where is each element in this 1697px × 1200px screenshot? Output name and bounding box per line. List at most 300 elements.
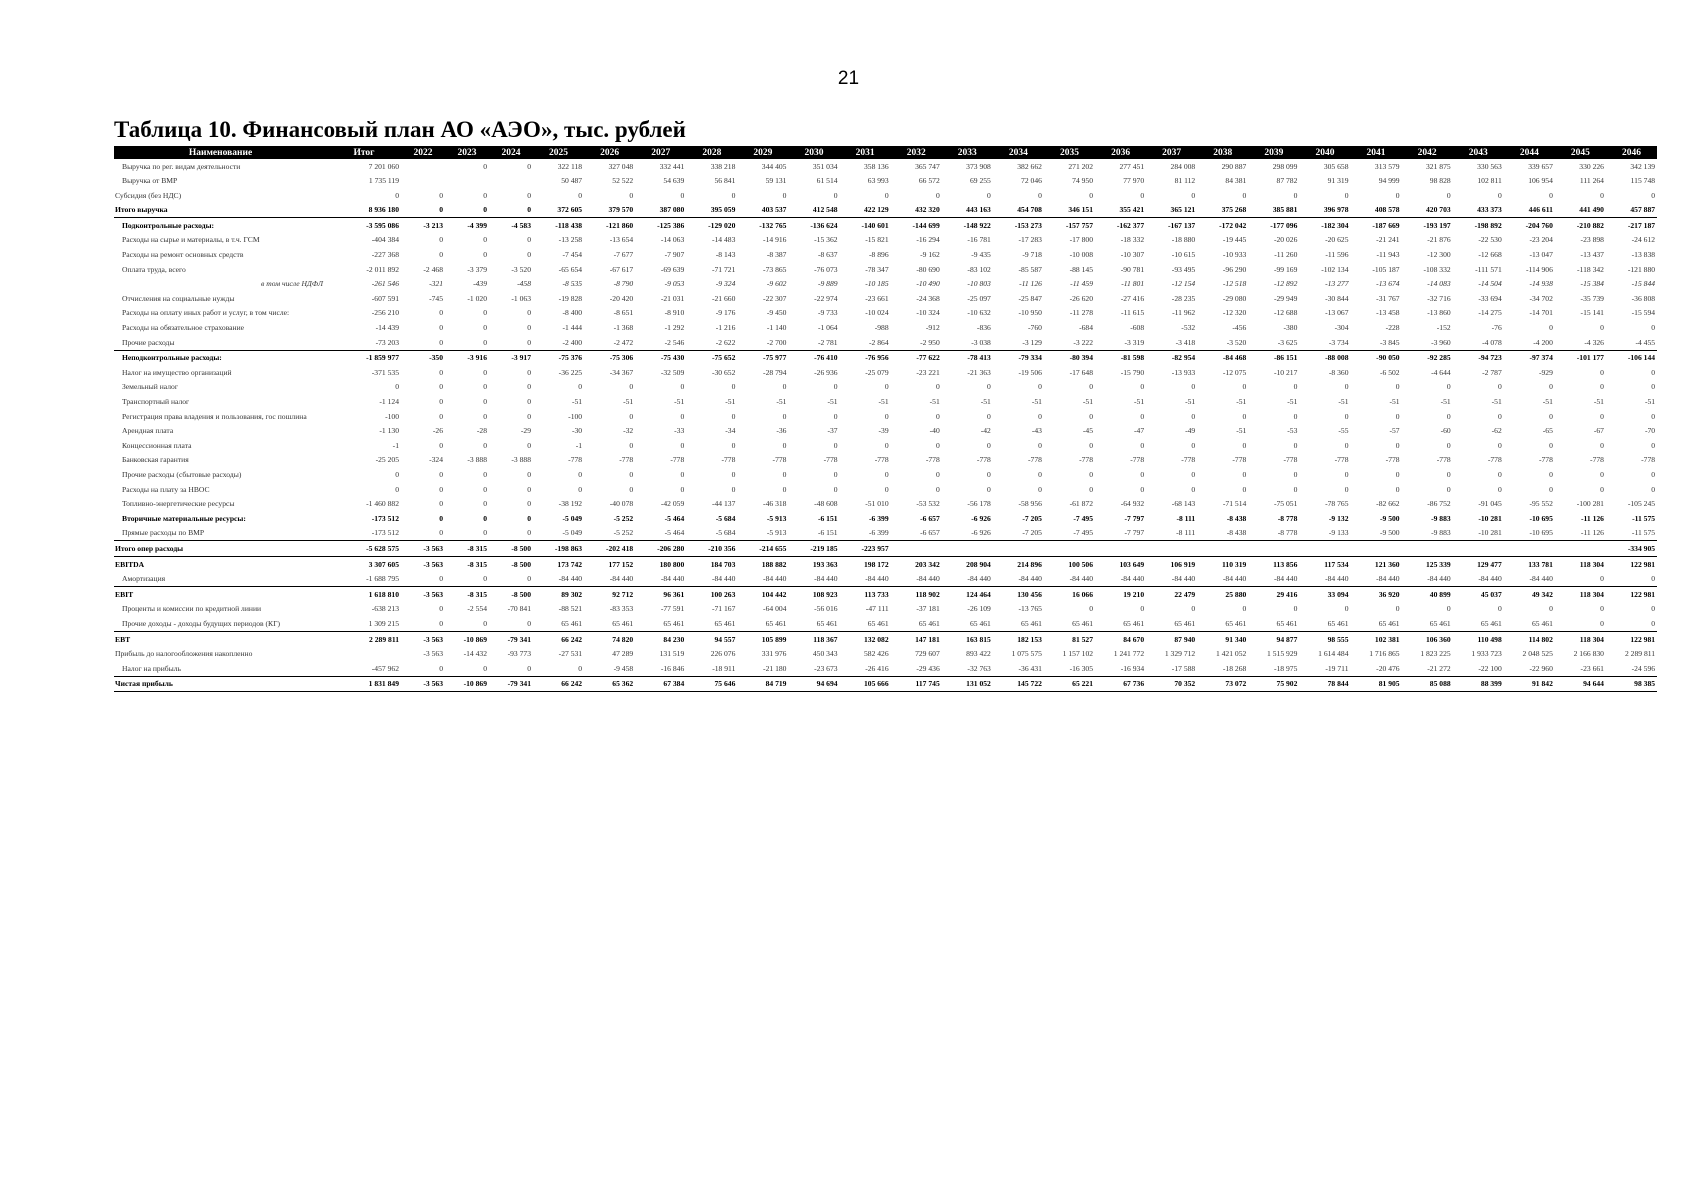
cell-value: -10 008	[1069, 250, 1094, 260]
cell-value: 0	[527, 440, 531, 450]
cell-value: 0	[527, 513, 531, 523]
cell-value: -97 374	[1529, 353, 1553, 363]
cell-value: 117 534	[1324, 559, 1349, 569]
cell-value: -58 956	[1018, 499, 1042, 509]
cell-value: -152	[1436, 323, 1451, 333]
cell-value: -75 376	[558, 353, 583, 363]
cell-value: -51	[1440, 397, 1451, 406]
cell-value: 0	[1293, 411, 1298, 421]
cell-value: -12 075	[1222, 367, 1247, 377]
cell-value: 0	[527, 235, 531, 245]
cell-value: 0	[782, 440, 787, 450]
cell-value: 313 579	[1374, 161, 1400, 171]
cell-value: -16 934	[1095, 661, 1146, 676]
cell-value: -9 133	[1299, 526, 1350, 541]
cell-value: 33 094	[1327, 589, 1349, 599]
cell-value: -36 808	[1631, 293, 1656, 303]
cell-value: -19 445	[1222, 235, 1247, 245]
row-label: Налог на имущество организаций	[122, 367, 232, 377]
cell-value: -84 440	[1044, 572, 1095, 587]
cell-value: 0	[445, 616, 489, 631]
cell-value: 65 362	[584, 676, 635, 692]
cell-value: -3 563	[401, 676, 445, 692]
cell-value: 0	[401, 203, 445, 218]
cell-value: -20 476	[1351, 661, 1402, 676]
cell-value: -25 079	[865, 367, 889, 377]
cell-value: -929	[1538, 367, 1553, 377]
cell-value: -778	[619, 455, 634, 465]
cell-value: -51	[1287, 397, 1298, 406]
cell-value: -51	[980, 397, 991, 406]
cell-value: 0	[1446, 604, 1451, 614]
cell-value: -28 794	[763, 367, 787, 377]
cell-value: 0	[1395, 440, 1400, 450]
column-header-25: 2045	[1555, 146, 1606, 159]
cell-value: -8 111	[1146, 526, 1197, 541]
cell-value: -3 595 086	[366, 220, 399, 230]
cell-value: -13 458	[1376, 308, 1400, 318]
cell-value: 0	[483, 250, 487, 260]
row-label: EBIT	[115, 589, 134, 599]
cell-value: 0	[1089, 382, 1094, 392]
cell-value: -12 668	[1478, 250, 1502, 260]
cell-value: -61 872	[1069, 499, 1094, 509]
cell-value: 65 461	[1197, 616, 1248, 631]
cell-value: 893 422	[966, 649, 991, 659]
cell-value: -324	[429, 455, 443, 465]
cell-value: -8 535	[562, 279, 583, 289]
cell-value: 277 451	[1119, 161, 1145, 171]
cell-value: -25 205	[375, 455, 399, 465]
cell-value: 0	[1242, 411, 1247, 421]
cell-value: -93 773	[507, 649, 531, 659]
cell-value: -1 444	[562, 323, 583, 333]
column-header-2: 2022	[401, 146, 445, 159]
cell-value: 61 514	[816, 176, 838, 186]
cell-value: -22 307	[763, 293, 787, 303]
cell-value: -24 612	[1631, 235, 1656, 245]
cell-value: 74 820	[612, 634, 634, 644]
cell-value: 0	[1038, 382, 1042, 392]
cell-value: -217 187	[1627, 220, 1656, 230]
cell-value: 358 136	[863, 161, 889, 171]
cell-value: 132 082	[863, 634, 889, 644]
cell-value: -11 575	[1606, 526, 1657, 541]
cell-value: 65 461	[891, 616, 942, 631]
cell-value: 193 363	[812, 559, 838, 569]
cell-value: 2 289 811	[1624, 649, 1656, 659]
cell-value: 433 373	[1453, 203, 1504, 218]
cell-value: 385 881	[1248, 203, 1299, 218]
cell-value: 0	[731, 440, 736, 450]
cell-value: -79 341	[489, 676, 533, 692]
cell-value: 54 639	[663, 176, 685, 186]
table-row	[114, 380, 1657, 395]
cell-value: 0	[1446, 411, 1451, 421]
cell-value: 0	[1549, 190, 1553, 200]
cell-value: 94 694	[788, 676, 839, 692]
cell-value: -223 957	[840, 541, 891, 557]
cell-value: 0	[833, 469, 838, 479]
column-header-6: 2026	[584, 146, 635, 159]
cell-value: 8 936 180	[327, 203, 401, 218]
cell-value	[1248, 541, 1299, 557]
table-row	[114, 218, 1657, 233]
cell-value: 0	[1242, 484, 1247, 494]
cell-value: 365 121	[1146, 203, 1197, 218]
cell-value: 321 875	[1426, 161, 1451, 171]
cell-value: -95 552	[1529, 499, 1553, 509]
cell-value: -177 096	[1270, 220, 1298, 230]
cell-value: -21 660	[711, 293, 736, 303]
cell-value: -3 520	[511, 264, 531, 274]
cell-value: 0	[1191, 469, 1196, 479]
cell-value: 114 802	[1528, 634, 1553, 644]
cell-value: 0	[401, 572, 445, 587]
cell-value: -43	[1031, 426, 1042, 436]
cell-value: -9 450	[766, 308, 787, 318]
cell-value: 125 339	[1426, 559, 1451, 569]
cell-value: 0	[1555, 572, 1606, 587]
cell-value: -5 913	[737, 526, 788, 541]
cell-value: 0	[1140, 382, 1145, 392]
cell-value: 0	[1651, 367, 1656, 377]
cell-value: 0	[439, 308, 443, 318]
cell-value: -10 185	[865, 279, 889, 289]
cell-value: -638 213	[371, 604, 399, 614]
cell-value: -3 563	[401, 541, 445, 557]
table-row	[114, 632, 1657, 647]
cell-value: 49 342	[1531, 589, 1553, 599]
cell-value: 84 719	[737, 676, 788, 692]
cell-value: -3 888	[511, 455, 531, 465]
cell-value: -10 217	[1273, 367, 1298, 377]
cell-value: -51	[1644, 397, 1656, 406]
cell-value: -8 500	[511, 589, 531, 599]
cell-value: -90 050	[1376, 353, 1400, 363]
cell-value: -29 949	[1273, 293, 1298, 303]
cell-value: -65 654	[558, 264, 583, 274]
cell-value: -51	[1031, 397, 1042, 406]
cell-value: -12 518	[1222, 279, 1247, 289]
cell-value: -3 418	[1146, 335, 1197, 350]
cell-value: 87 782	[1276, 176, 1298, 186]
cell-value: -53 532	[916, 499, 940, 509]
cell-value: 0	[1600, 323, 1604, 333]
table-row	[114, 602, 1657, 617]
cell-value: -21 363	[967, 367, 991, 377]
cell-value: -4 326	[1555, 335, 1606, 350]
cell-value: -11 126	[1580, 513, 1604, 523]
cell-value: 0	[680, 440, 685, 450]
cell-value: 0	[483, 440, 487, 450]
cell-value: 382 662	[1017, 161, 1042, 171]
row-label: Итого опер расходы	[114, 541, 327, 557]
cell-value: -9 733	[817, 308, 838, 318]
cell-value: -19 506	[1018, 367, 1042, 377]
cell-value: 0	[439, 235, 443, 245]
cell-value: 105 666	[840, 676, 891, 692]
cell-value: 298 099	[1272, 161, 1298, 171]
cell-value: -6 399	[840, 526, 891, 541]
cell-value: -51	[827, 397, 838, 406]
cell-value: 0	[578, 382, 583, 392]
cell-value: -47	[1134, 426, 1145, 436]
cell-value: -14 483	[711, 235, 736, 245]
cell-value: 0	[401, 526, 445, 541]
row-label: Подконтрольные расходы:	[122, 220, 215, 230]
cell-value: -32 716	[1427, 293, 1451, 303]
cell-value: 45 037	[1480, 589, 1502, 599]
cell-value: 0	[527, 367, 531, 377]
cell-value: 1 309 215	[327, 616, 401, 631]
cell-value: -5 252	[584, 526, 635, 541]
cell-value: 0	[1089, 440, 1094, 450]
table-row	[114, 233, 1657, 248]
cell-value: 441 490	[1555, 203, 1606, 218]
cell-value: -23 661	[865, 293, 889, 303]
cell-value: -8 400	[562, 308, 583, 318]
cell-value: 450 343	[812, 649, 838, 659]
column-header-20: 2040	[1299, 146, 1350, 159]
cell-value: -27 416	[1120, 293, 1145, 303]
cell-value: 0	[1089, 411, 1094, 421]
cell-value: -5 049	[562, 513, 583, 523]
cell-value: -1 460 882	[366, 499, 399, 509]
cell-value: 327 048	[608, 161, 634, 171]
table-row	[114, 409, 1657, 424]
cell-value: 0	[1293, 484, 1298, 494]
cell-value: -6 657	[891, 526, 942, 541]
cell-value: -10 869	[463, 634, 487, 644]
table-title: Таблица 10. Финансовый план АО «АЭО», тыс. рублей	[114, 117, 686, 142]
cell-value: 0	[731, 469, 736, 479]
cell-value: -210 356	[686, 541, 737, 557]
cell-value: 0	[884, 440, 889, 450]
cell-value: -10 615	[1171, 250, 1196, 260]
cell-value: -80 690	[916, 264, 940, 274]
cell-value: -34	[725, 426, 736, 436]
cell-value: 0	[578, 469, 583, 479]
cell-value: 0	[833, 411, 838, 421]
cell-value: 173 742	[557, 559, 583, 569]
cell-value: -81 598	[1120, 353, 1145, 363]
cell-value: 0	[1344, 604, 1349, 614]
cell-value: -7 907	[664, 250, 685, 260]
cell-value: -106 144	[1627, 353, 1656, 363]
cell-value: -778	[1641, 455, 1656, 465]
table-row	[114, 676, 1657, 692]
cell-value	[891, 541, 942, 557]
cell-value: 0	[483, 499, 487, 509]
cell-value: 122 981	[1630, 634, 1656, 644]
cell-value: -198 892	[1474, 220, 1502, 230]
cell-value: -5 684	[715, 513, 736, 523]
cell-value: -14 938	[1529, 279, 1553, 289]
cell-value: 52 522	[612, 176, 634, 186]
cell-value: 75 902	[1248, 676, 1299, 692]
cell-value: -18 268	[1197, 661, 1248, 676]
cell-value: -70	[1644, 426, 1656, 436]
cell-value: -9 883	[1431, 513, 1451, 523]
cell-value: 0	[439, 382, 443, 392]
cell-value: -778	[1334, 455, 1349, 465]
cell-value: -5 252	[613, 513, 634, 523]
cell-value: 0	[1600, 484, 1604, 494]
cell-value: 0	[1038, 469, 1042, 479]
cell-value: -84 468	[1222, 353, 1247, 363]
cell-value: 0	[578, 484, 583, 494]
cell-value: -15 384	[1580, 279, 1604, 289]
cell-value: 0	[1651, 469, 1656, 479]
cell-value: -88 008	[1325, 353, 1349, 363]
cell-value: -210 882	[1576, 220, 1604, 230]
cell-value: -51	[725, 397, 736, 406]
cell-value: -100	[568, 411, 583, 421]
cell-value	[445, 174, 489, 189]
cell-value: 0	[439, 440, 443, 450]
cell-value: 73 072	[1197, 676, 1248, 692]
cell-value: -64 004	[763, 604, 787, 614]
cell-value: 67 384	[635, 676, 686, 692]
cell-value: 351 034	[812, 161, 838, 171]
cell-value: -114 906	[1525, 264, 1553, 274]
cell-value: 122 981	[1630, 559, 1656, 569]
cell-value: 65 461	[788, 616, 839, 631]
cell-value: -100	[385, 411, 399, 421]
cell-value: 131 519	[659, 649, 685, 659]
cell-value: -1 130	[379, 426, 399, 436]
cell-value: -17 800	[1069, 235, 1094, 245]
cell-value: 0	[439, 397, 443, 406]
cell-value: 105 899	[761, 634, 787, 644]
cell-value: 0	[1600, 411, 1604, 421]
cell-value: -75 652	[711, 353, 736, 363]
cell-value: 0	[935, 411, 940, 421]
cell-value: -32 763	[942, 661, 993, 676]
cell-value: 0	[1140, 411, 1145, 421]
cell-value: -10 490	[916, 279, 940, 289]
cell-value: -92 285	[1427, 353, 1451, 363]
cell-value: -51	[1389, 397, 1400, 406]
cell-value: -36 431	[993, 661, 1044, 676]
cell-value: 63 993	[867, 176, 889, 186]
cell-value: 65 461	[635, 616, 686, 631]
table-row	[114, 321, 1657, 336]
cell-value: -31 767	[1376, 293, 1400, 303]
row-label: Расходы на ремонт основных средств	[122, 250, 244, 260]
cell-value: -778	[568, 455, 583, 465]
column-header-17: 2037	[1146, 146, 1197, 159]
cell-value: 0	[483, 484, 487, 494]
cell-value: -2 864	[840, 335, 891, 350]
cell-value: -18 975	[1248, 661, 1299, 676]
row-label: Регистрация права владения и пользования, гос пошлина	[122, 411, 307, 421]
cell-value: -182 304	[1321, 220, 1349, 230]
cell-value: -4 200	[1504, 335, 1555, 350]
cell-value: -136 624	[810, 220, 838, 230]
cell-value: 0	[680, 484, 685, 494]
cell-value: -111 571	[1475, 264, 1502, 274]
cell-value: 0	[1242, 604, 1247, 614]
cell-value: -1 020	[467, 293, 487, 303]
cell-value: -23 661	[1555, 661, 1606, 676]
cell-value: 355 421	[1095, 203, 1146, 218]
table-row	[114, 526, 1657, 541]
table-row	[114, 159, 1657, 174]
cell-value: -12 320	[1222, 308, 1247, 318]
cell-value: 0	[935, 469, 940, 479]
cell-value: 0	[483, 411, 487, 421]
cell-value: 0	[629, 469, 634, 479]
cell-value: 203 342	[915, 559, 940, 569]
cell-value: 0	[1140, 469, 1145, 479]
cell-value: -3 520	[1197, 335, 1248, 350]
cell-value: -9 602	[766, 279, 787, 289]
cell-value: -778	[1232, 455, 1247, 465]
cell-value: 0	[483, 382, 487, 392]
cell-value: 110 319	[1222, 559, 1247, 569]
cell-value: 65 461	[1095, 616, 1146, 631]
cell-value: -9 500	[1379, 513, 1400, 523]
cell-value: 0	[987, 484, 991, 494]
cell-value: -25 097	[967, 293, 991, 303]
cell-value: -8 315	[467, 589, 487, 599]
cell-value: -778	[772, 455, 787, 465]
cell-value: -172 042	[1219, 220, 1247, 230]
cell-value: -56 016	[814, 604, 838, 614]
cell-value: 0	[782, 411, 787, 421]
cell-value: 412 548	[788, 203, 839, 218]
cell-value: 0	[527, 499, 531, 509]
cell-value: -14 083	[1427, 279, 1451, 289]
table-row	[114, 541, 1657, 557]
cell-value: 66 572	[918, 176, 940, 186]
cell-value: 182 153	[1017, 634, 1042, 644]
cell-value: -37 181	[916, 604, 940, 614]
cell-value: 1 075 575	[1011, 649, 1042, 659]
cell-value: -93 495	[1171, 264, 1196, 274]
cell-value: 0	[1651, 323, 1656, 333]
row-label: Земельный налог	[122, 382, 178, 392]
cell-value: 118 367	[813, 634, 838, 644]
cell-value: 59 131	[765, 176, 787, 186]
cell-value: -16 781	[967, 235, 991, 245]
cell-value: -458	[517, 279, 531, 289]
cell-value: 0	[1555, 616, 1606, 631]
cell-value: -3 129	[993, 335, 1044, 350]
table-row	[114, 616, 1657, 631]
cell-value: 0	[1549, 411, 1553, 421]
cell-value: 40 899	[1429, 589, 1451, 599]
cell-value: 0	[782, 484, 787, 494]
cell-value: 420 703	[1402, 203, 1453, 218]
cell-value	[1197, 541, 1248, 557]
cell-value: -76	[1491, 323, 1502, 333]
cell-value: 47 289	[612, 649, 634, 659]
cell-value: -26 109	[967, 604, 991, 614]
cell-value: -9 883	[1402, 526, 1453, 541]
table-row	[114, 306, 1657, 321]
row-label: Расходы на оплату иных работ и услуг, в том числе:	[122, 308, 290, 318]
cell-value: -67	[1593, 426, 1604, 436]
cell-value: -84 440	[1453, 572, 1504, 587]
cell-value: -3 563	[423, 559, 443, 569]
cell-value: 0	[527, 190, 531, 200]
cell-value: -778	[823, 455, 838, 465]
cell-value: -27 531	[558, 649, 583, 659]
cell-value: -78 347	[865, 264, 889, 274]
